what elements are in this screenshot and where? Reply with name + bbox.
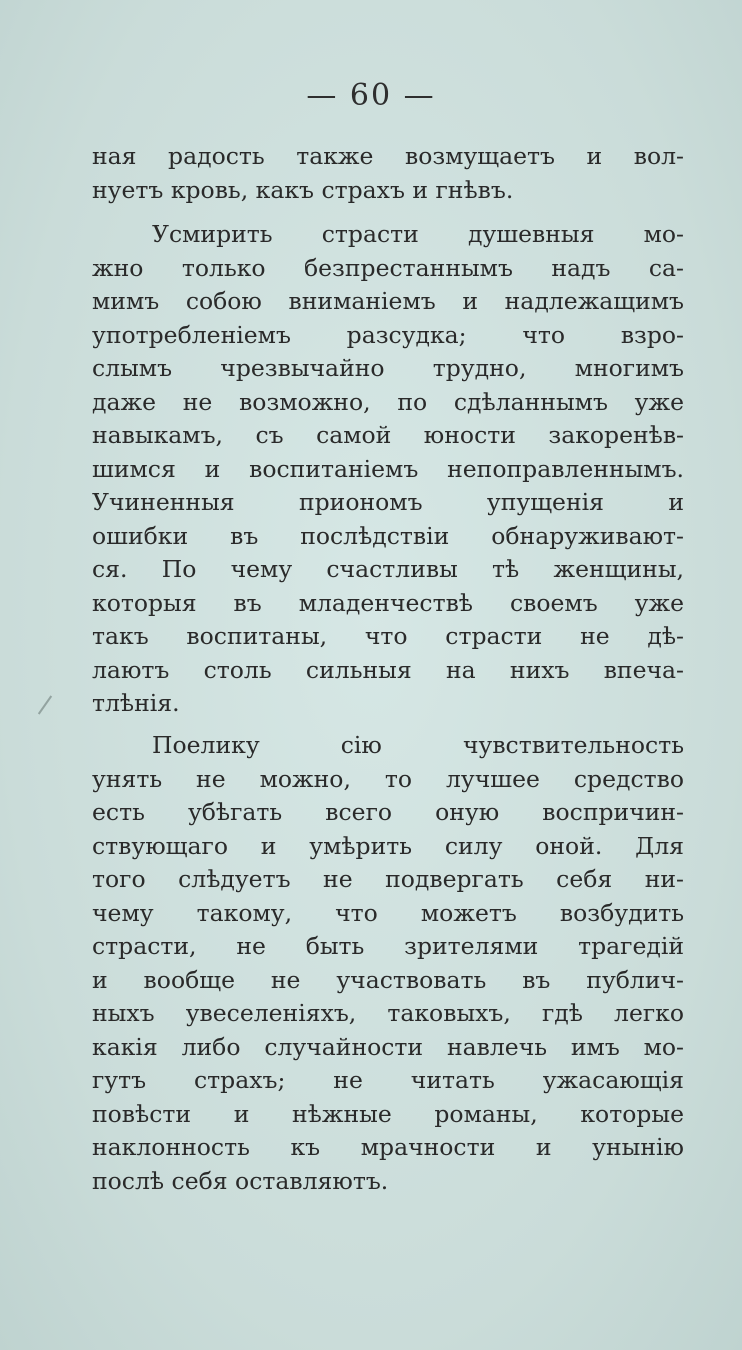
- text-line: мимъ собою вниманіемъ и надлежащимъ: [92, 287, 684, 315]
- text-line: Поелику сію чувствительность: [152, 731, 684, 759]
- text-line: которыя въ младенчествѣ своемъ уже: [92, 588, 684, 617]
- text-line: какія либо случайности навлечь имъ мо-: [92, 1032, 684, 1061]
- text-line: шимся и воспитаніемъ непоправленнымъ.: [92, 454, 684, 483]
- text-line: есть убѣгать всего оную воспричин-: [92, 798, 684, 826]
- text-line: ная радость также возмущаетъ и вол-: [92, 142, 684, 170]
- text-line: жно только безпрестаннымъ надъ са-: [92, 253, 684, 282]
- text-line: ствующаго и умѣрить силу оной. Для: [92, 831, 684, 860]
- text-line: нуетъ кровь, какъ страхъ и гнѣвъ.: [92, 175, 514, 204]
- paragraph-3: [92, 729, 684, 1198]
- paragraph-1: [92, 140, 684, 207]
- text-line: употребленіемъ разсудка; что взро-: [92, 320, 684, 349]
- text-line: послѣ себя оставляютъ.: [92, 1166, 389, 1195]
- text-line: того слѣдуетъ не подвергать себя ни-: [92, 865, 684, 893]
- text-line: ныхъ увеселеніяхъ, таковыхъ, гдѣ легко: [92, 999, 684, 1027]
- page-number: — 60 —: [306, 78, 436, 113]
- text-line: Усмирить страсти душевныя мо-: [152, 220, 684, 248]
- text-line: такъ воспитаны, что страсти не дѣ-: [92, 622, 684, 650]
- pencil-mark: [38, 695, 52, 714]
- text-line: и вообще не участвовать въ публич-: [92, 965, 684, 994]
- text-line: слымъ чрезвычайно трудно, многимъ: [92, 354, 684, 382]
- text-line: страсти, не быть зрителями трагедій: [92, 932, 684, 960]
- text-line: повѣсти и нѣжные романы, которые: [92, 1099, 684, 1128]
- text-line: навыкамъ, съ самой юности закоренѣв-: [92, 421, 684, 449]
- paragraph-2: [92, 218, 684, 721]
- text-line: лаютъ столь сильныя на нихъ впеча-: [92, 655, 684, 684]
- text-line: тлѣнія.: [92, 689, 180, 717]
- text-line: гутъ страхъ; не читать ужасающія: [92, 1066, 684, 1094]
- text-line: наклонность къ мрачности и унынію: [92, 1133, 684, 1161]
- text-line: унять не можно, то лучшее средство: [92, 764, 684, 793]
- text-line: ошибки въ послѣдствіи обнаруживают-: [92, 521, 684, 550]
- text-line: даже не возможно, по сдѣланнымъ уже: [92, 387, 684, 416]
- text-line: ся. По чему счастливы тѣ женщины,: [92, 555, 684, 583]
- text-line: Учиненныя приономъ упущенія и: [92, 488, 684, 516]
- text-line: чему такому, что можетъ возбудить: [92, 898, 684, 927]
